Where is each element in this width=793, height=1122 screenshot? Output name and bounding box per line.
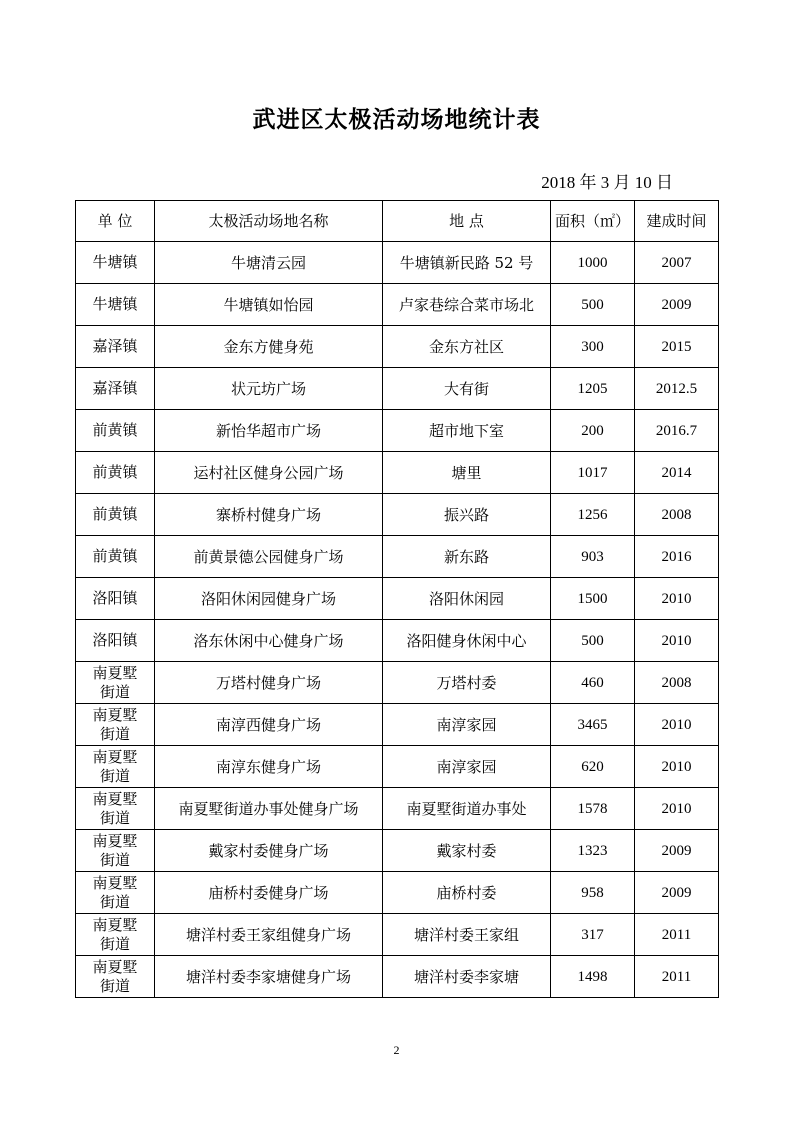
cell-unit [76, 578, 155, 620]
cell-area: 903 [551, 536, 635, 578]
cell-build-year: 2009 [635, 872, 719, 914]
unit-label: 南夏墅街道 [92, 873, 138, 911]
cell-venue-name: 南淳东健身广场 [155, 746, 383, 788]
cell-venue-name: 牛塘清云园 [155, 242, 383, 284]
cell-unit [76, 746, 155, 788]
cell-location: 洛阳休闲园 [383, 578, 551, 620]
cell-unit [76, 956, 155, 998]
cell-location: 塘洋村委李家塘 [383, 956, 551, 998]
cell-area: 1323 [551, 830, 635, 872]
cell-location: 牛塘镇新民路 52 号 [383, 242, 551, 284]
cell-area: 1205 [551, 368, 635, 410]
cell-unit [76, 326, 155, 368]
cell-location: 超市地下室 [383, 410, 551, 452]
report-date: 2018 年 3 月 10 日 [541, 173, 673, 192]
unit-label: 前黄镇 [92, 463, 138, 481]
cell-area: 500 [551, 284, 635, 326]
cell-unit [76, 830, 155, 872]
table-row [76, 914, 719, 956]
header-area: 面积（㎡） [551, 201, 635, 242]
cell-area: 1017 [551, 452, 635, 494]
cell-build-year: 2014 [635, 452, 719, 494]
cell-unit [76, 704, 155, 746]
cell-venue-name: 南淳西健身广场 [155, 704, 383, 746]
cell-location: 塘洋村委王家组 [383, 914, 551, 956]
table-row [76, 242, 719, 284]
cell-unit [76, 536, 155, 578]
cell-area: 200 [551, 410, 635, 452]
header-location: 地 点 [383, 201, 551, 242]
cell-build-year: 2008 [635, 662, 719, 704]
cell-venue-name: 洛阳休闲园健身广场 [155, 578, 383, 620]
header-build-year: 建成时间 [635, 201, 719, 242]
cell-unit [76, 620, 155, 662]
cell-build-year: 2008 [635, 494, 719, 536]
cell-location: 振兴路 [383, 494, 551, 536]
cell-location: 塘里 [383, 452, 551, 494]
table-row [76, 452, 719, 494]
cell-unit [76, 242, 155, 284]
cell-area: 1256 [551, 494, 635, 536]
cell-venue-name: 万塔村健身广场 [155, 662, 383, 704]
cell-area: 1498 [551, 956, 635, 998]
cell-unit [76, 410, 155, 452]
unit-label: 南夏墅街道 [92, 663, 138, 701]
cell-location: 南淳家园 [383, 704, 551, 746]
unit-label: 南夏墅街道 [92, 915, 138, 953]
cell-venue-name: 前黄景德公园健身广场 [155, 536, 383, 578]
cell-venue-name: 庙桥村委健身广场 [155, 872, 383, 914]
cell-build-year: 2009 [635, 830, 719, 872]
cell-build-year: 2010 [635, 788, 719, 830]
cell-area: 1578 [551, 788, 635, 830]
unit-label: 前黄镇 [92, 421, 138, 439]
table-row [76, 704, 719, 746]
page-number: 2 [393, 1043, 400, 1057]
cell-unit [76, 494, 155, 536]
page-title: 武进区太极活动场地统计表 [252, 107, 541, 133]
unit-label: 前黄镇 [92, 505, 138, 523]
unit-label: 洛阳镇 [92, 631, 138, 649]
table-row [76, 326, 719, 368]
cell-location: 戴家村委 [383, 830, 551, 872]
cell-venue-name: 新怡华超市广场 [155, 410, 383, 452]
header-unit: 单 位 [76, 201, 155, 242]
cell-location: 金东方社区 [383, 326, 551, 368]
unit-label: 南夏墅街道 [92, 957, 138, 995]
cell-area: 620 [551, 746, 635, 788]
cell-unit [76, 914, 155, 956]
table-row [76, 368, 719, 410]
cell-venue-name: 牛塘镇如怡园 [155, 284, 383, 326]
cell-venue-name: 运村社区健身公园广场 [155, 452, 383, 494]
cell-unit [76, 788, 155, 830]
cell-location: 万塔村委 [383, 662, 551, 704]
unit-label: 洛阳镇 [92, 589, 138, 607]
cell-venue-name: 塘洋村委李家塘健身广场 [155, 956, 383, 998]
cell-build-year: 2012.5 [635, 368, 719, 410]
cell-unit [76, 662, 155, 704]
cell-area: 460 [551, 662, 635, 704]
unit-label: 牛塘镇 [92, 253, 138, 271]
unit-label: 南夏墅街道 [92, 705, 138, 743]
cell-build-year: 2010 [635, 620, 719, 662]
cell-unit [76, 872, 155, 914]
cell-venue-name: 金东方健身苑 [155, 326, 383, 368]
cell-build-year: 2009 [635, 284, 719, 326]
unit-label: 南夏墅街道 [92, 831, 138, 869]
table-row [76, 536, 719, 578]
unit-label: 南夏墅街道 [92, 747, 138, 785]
table-row [76, 284, 719, 326]
cell-venue-name: 洛东休闲中心健身广场 [155, 620, 383, 662]
table-row [76, 410, 719, 452]
cell-build-year: 2007 [635, 242, 719, 284]
cell-venue-name: 状元坊广场 [155, 368, 383, 410]
unit-label: 前黄镇 [92, 547, 138, 565]
table-row [76, 662, 719, 704]
header-venue-name: 太极活动场地名称 [155, 201, 383, 242]
cell-build-year: 2010 [635, 704, 719, 746]
cell-unit [76, 452, 155, 494]
table-row [76, 956, 719, 998]
cell-area: 958 [551, 872, 635, 914]
table-row [76, 494, 719, 536]
cell-area: 1000 [551, 242, 635, 284]
table-body [76, 242, 719, 998]
unit-label: 牛塘镇 [92, 295, 138, 313]
cell-unit [76, 284, 155, 326]
cell-location: 庙桥村委 [383, 872, 551, 914]
unit-label: 嘉泽镇 [92, 379, 138, 397]
cell-location: 卢家巷综合菜市场北 [383, 284, 551, 326]
cell-build-year: 2016 [635, 536, 719, 578]
cell-location: 新东路 [383, 536, 551, 578]
table-row [76, 830, 719, 872]
table-row [76, 578, 719, 620]
cell-venue-name: 南夏墅街道办事处健身广场 [155, 788, 383, 830]
cell-build-year: 2015 [635, 326, 719, 368]
cell-venue-name: 戴家村委健身广场 [155, 830, 383, 872]
unit-label: 南夏墅街道 [92, 789, 138, 827]
cell-unit [76, 368, 155, 410]
venue-statistics-table [75, 200, 719, 998]
cell-build-year: 2011 [635, 956, 719, 998]
cell-location: 南淳家园 [383, 746, 551, 788]
table-row [76, 746, 719, 788]
cell-area: 3465 [551, 704, 635, 746]
table-header-row [76, 201, 719, 242]
cell-area: 500 [551, 620, 635, 662]
cell-build-year: 2011 [635, 914, 719, 956]
cell-build-year: 2010 [635, 578, 719, 620]
table-row [76, 872, 719, 914]
table-row [76, 788, 719, 830]
cell-location: 大有街 [383, 368, 551, 410]
unit-label: 嘉泽镇 [92, 337, 138, 355]
table-row [76, 620, 719, 662]
cell-area: 317 [551, 914, 635, 956]
cell-area: 1500 [551, 578, 635, 620]
cell-area: 300 [551, 326, 635, 368]
cell-build-year: 2016.7 [635, 410, 719, 452]
cell-venue-name: 寨桥村健身广场 [155, 494, 383, 536]
cell-location: 洛阳健身休闲中心 [383, 620, 551, 662]
cell-venue-name: 塘洋村委王家组健身广场 [155, 914, 383, 956]
cell-location: 南夏墅街道办事处 [383, 788, 551, 830]
cell-build-year: 2010 [635, 746, 719, 788]
